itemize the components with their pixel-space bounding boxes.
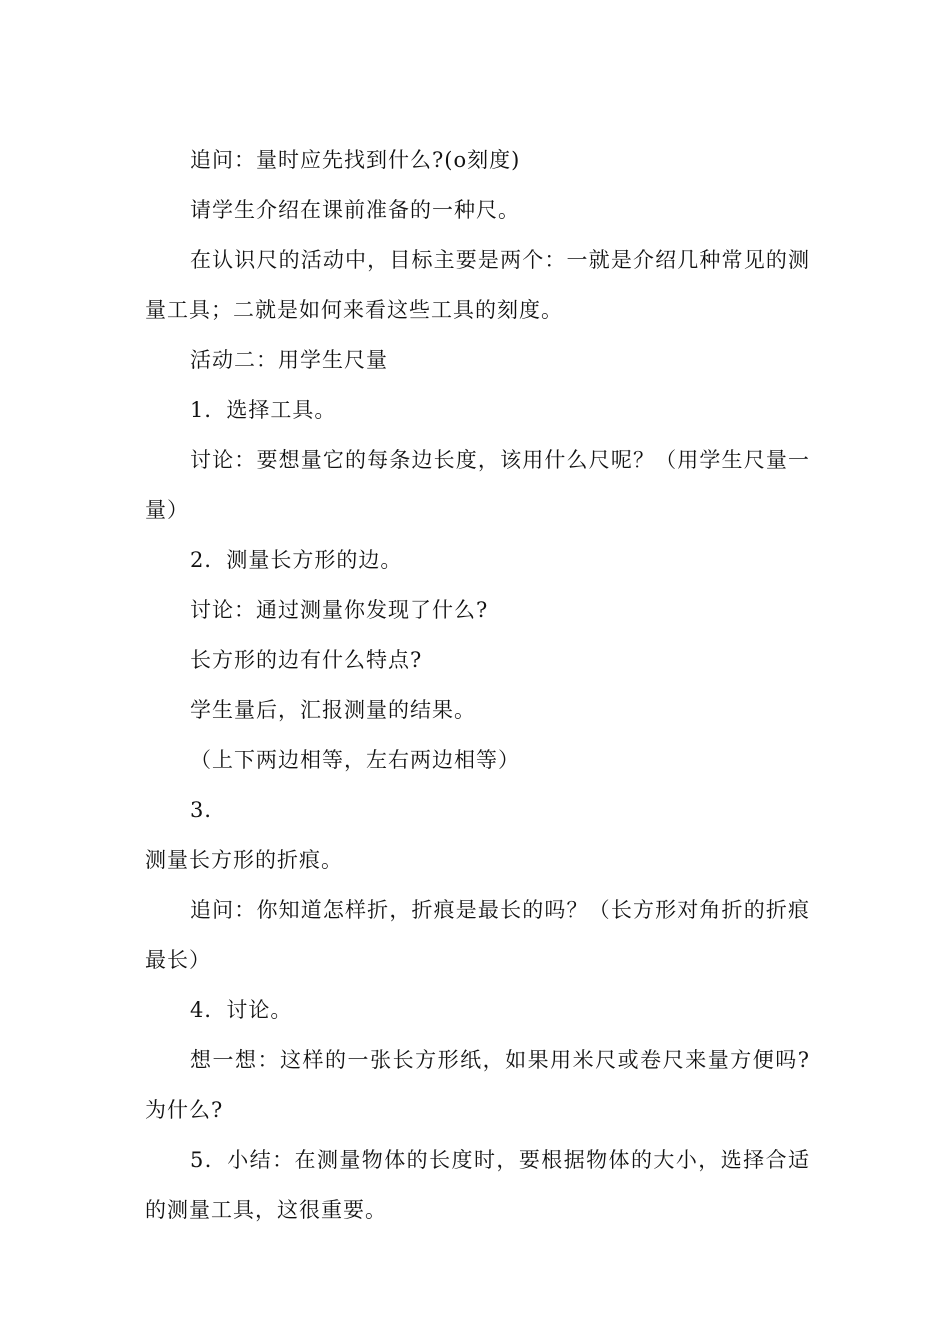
paragraph-step-5-summary: 5．小结：在测量物体的长度时，要根据物体的大小，选择合适的测量工具，这很重要。 (145, 1148, 810, 1222)
paragraph-activity-goals: 在认识尺的活动中，目标主要是两个：一就是介绍几种常见的测量工具；二就是如何来看这些工具的刻度。 (145, 248, 810, 322)
paragraph-activity-two-heading: 活动二：用学生尺量 (190, 348, 388, 372)
paragraph-step-1: 1．选择工具。 (190, 398, 337, 422)
paragraph-step-4: 4．讨论。 (190, 998, 293, 1022)
paragraph-discussion-which-ruler: 讨论：要想量它的每条边长度，该用什么尺呢？（用学生尺量一量） (145, 448, 810, 522)
paragraph-discussion-findings: 讨论：通过测量你发现了什么? (190, 598, 489, 622)
paragraph-report-results: 学生量后，汇报测量的结果。 (190, 698, 476, 722)
paragraph-step-2: 2．测量长方形的边。 (190, 548, 403, 572)
document-body (145, 135, 810, 1235)
paragraph-think-question: 想一想：这样的一张长方形纸，如果用米尺或卷尺来量方便吗?为什么? (145, 1048, 810, 1122)
paragraph-equal-sides-answer: （上下两边相等，左右两边相等） (190, 748, 520, 772)
paragraph-introduce-ruler: 请学生介绍在课前准备的一种尺。 (190, 198, 520, 222)
paragraph-follow-up-question: 追问：量时应先找到什么?(o刻度) (190, 148, 521, 172)
paragraph-rectangle-sides-question: 长方形的边有什么特点? (190, 648, 423, 672)
paragraph-step-3-text: 测量长方形的折痕。 (145, 848, 343, 872)
paragraph-step-3-number: 3． (190, 798, 227, 822)
paragraph-fold-question: 追问：你知道怎样折，折痕是最长的吗？（长方形对角折的折痕最长） (145, 898, 810, 972)
